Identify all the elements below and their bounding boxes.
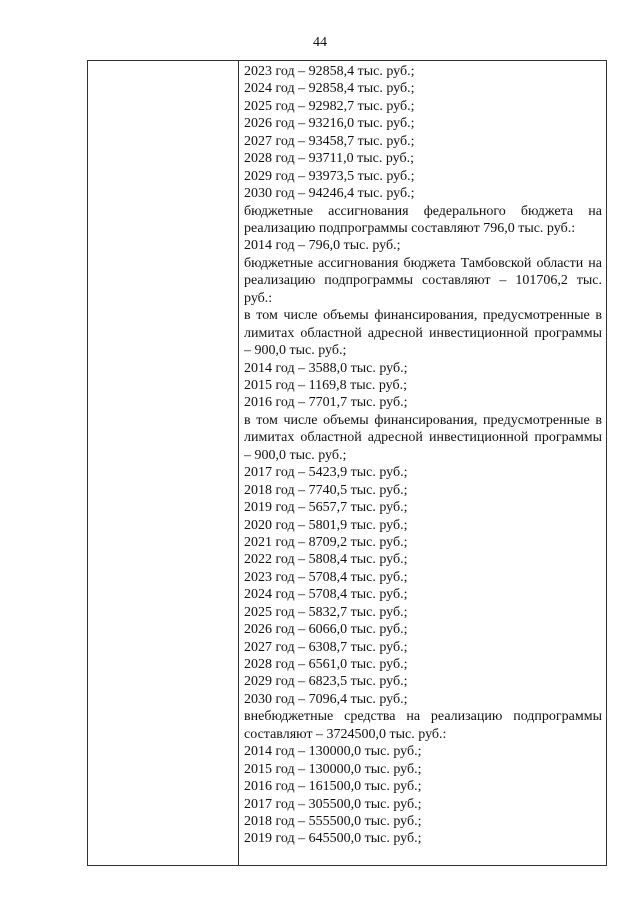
regional-budget-paragraph: бюджетные ассигнования бюджета Тамбовской области на реализацию подпрограммы составляют – 101706,2 тыс. руб.:	[244, 255, 602, 306]
year-line: 2026 год – 93216,0 тыс. руб.;	[244, 116, 415, 132]
year-line: 2023 год – 92858,4 тыс. руб.;	[244, 64, 415, 79]
year-line: 2020 год – 5801,9 тыс. руб.;	[244, 517, 408, 533]
year-line: 2024 год – 92858,4 тыс. руб.;	[244, 81, 415, 97]
year-line: 2015 год – 1169,8 тыс. руб.;	[244, 378, 407, 393]
funding-list-regional-2	[244, 464, 602, 708]
year-line: 2019 год – 645500,0 тыс. руб.;	[244, 831, 422, 847]
year-line: 2029 год – 93973,5 тыс. руб.;	[244, 168, 415, 184]
extrabudgetary-paragraph: внебюджетные средства на реализацию подпрограммы составляют – 3724500,0 тыс. руб.:	[244, 709, 602, 742]
column-divider	[238, 61, 239, 865]
year-line: 2014 год – 130000,0 тыс. руб.;	[244, 744, 422, 760]
year-line: 2023 год – 5708,4 тыс. руб.;	[244, 569, 408, 585]
year-line: 2014 год – 3588,0 тыс. руб.;	[244, 360, 408, 376]
investment-program-paragraph: в том числе объемы финансирования, предусмотренные в лимитах областной адресной инвестиционной программы – 900,0 тыс. руб.;	[244, 412, 602, 463]
year-line: 2022 год – 5808,4 тыс. руб.;	[244, 552, 408, 568]
funding-list-total	[244, 63, 602, 203]
year-line: 2014 год – 796,0 тыс. руб.;	[244, 238, 401, 254]
investment-program-paragraph: в том числе объемы финансирования, предусмотренные в лимитах областной адресной инвестиционной программы – 900,0 тыс. руб.;	[244, 308, 602, 359]
year-line: 2015 год – 130000,0 тыс. руб.;	[244, 761, 422, 777]
year-line: 2025 год – 92982,7 тыс. руб.;	[244, 98, 415, 114]
funding-list-extrabudgetary	[244, 743, 602, 848]
year-line: 2028 год – 6561,0 тыс. руб.;	[244, 657, 408, 673]
federal-budget-paragraph: бюджетные ассигнования федерального бюджета на реализацию подпрограммы составляют 796,0 тыс. руб.:	[244, 203, 602, 236]
funding-table	[87, 60, 607, 866]
funding-list-regional-1	[244, 360, 602, 412]
year-line: 2016 год – 161500,0 тыс. руб.;	[244, 779, 422, 795]
year-line: 2026 год – 6066,0 тыс. руб.;	[244, 622, 408, 638]
year-line: 2018 год – 7740,5 тыс. руб.;	[244, 482, 408, 498]
page-number: 44	[313, 35, 327, 50]
year-line: 2017 год – 5423,9 тыс. руб.;	[244, 465, 408, 481]
year-line: 2024 год – 5708,4 тыс. руб.;	[244, 587, 408, 603]
table-right-cell	[244, 63, 602, 848]
year-line: 2030 год – 7096,4 тыс. руб.;	[244, 691, 408, 707]
year-line: 2029 год – 6823,5 тыс. руб.;	[244, 674, 408, 690]
year-line: 2017 год – 305500,0 тыс. руб.;	[244, 796, 422, 812]
year-line: 2027 год – 93458,7 тыс. руб.;	[244, 133, 415, 149]
year-line: 2025 год – 5832,7 тыс. руб.;	[244, 604, 408, 620]
year-line: 2019 год – 5657,7 тыс. руб.;	[244, 500, 408, 516]
year-line: 2030 год – 94246,4 тыс. руб.;	[244, 186, 415, 202]
year-line: 2021 год – 8709,2 тыс. руб.;	[244, 534, 408, 550]
year-line: 2016 год – 7701,7 тыс. руб.;	[244, 395, 408, 411]
year-line: 2028 год – 93711,0 тыс. руб.;	[244, 151, 414, 167]
year-line: 2018 год – 555500,0 тыс. руб.;	[244, 814, 422, 830]
year-line: 2027 год – 6308,7 тыс. руб.;	[244, 639, 408, 655]
